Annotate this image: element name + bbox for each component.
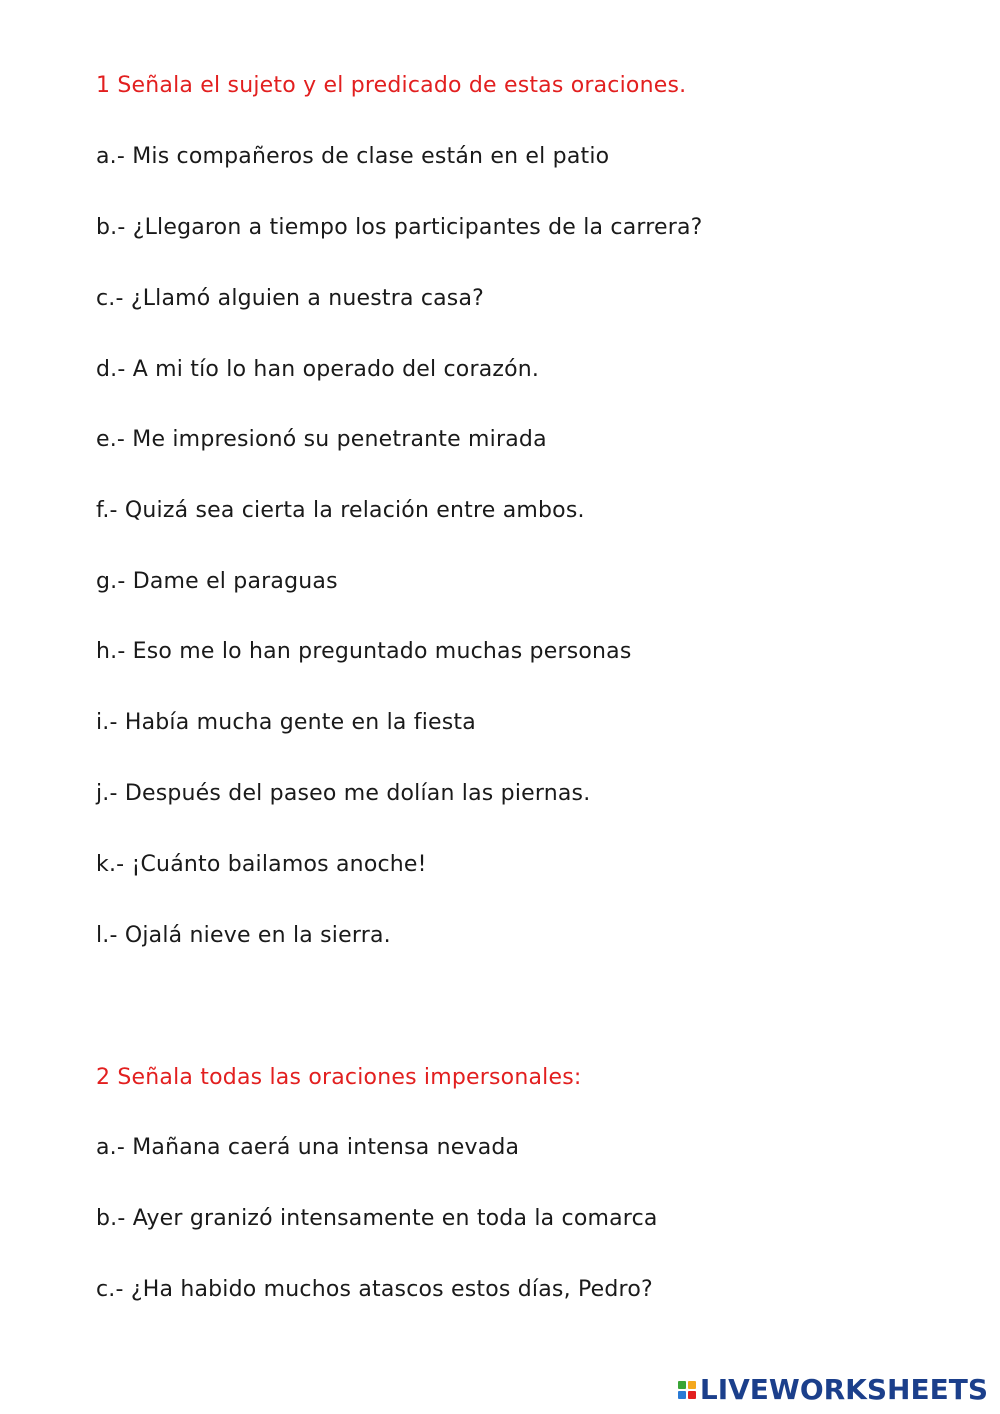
liveworksheets-logo bbox=[678, 1372, 988, 1408]
section1-item-l: l.- Ojalá nieve en la sierra. bbox=[96, 923, 391, 948]
section1-item-g: g.- Dame el paraguas bbox=[96, 569, 338, 594]
section1-item-a: a.- Mis compañeros de clase están en el patio bbox=[96, 144, 610, 169]
liveworksheets-logo-icon bbox=[678, 1381, 696, 1399]
section1-item-k: k.- ¡Cuánto bailamos anoche! bbox=[96, 852, 427, 877]
section1-item-e: e.- Me impresionó su penetrante mirada bbox=[96, 427, 547, 452]
section1-item-f: f.- Quizá sea cierta la relación entre ambos. bbox=[96, 498, 585, 523]
section2-item-b: b.- Ayer granizó intensamente en toda la comarca bbox=[96, 1206, 658, 1231]
section1-item-j: j.- Después del paseo me dolían las piernas. bbox=[96, 781, 591, 806]
section2-item-c: c.- ¿Ha habido muchos atascos estos días, Pedro? bbox=[96, 1277, 653, 1302]
section1-item-c: c.- ¿Llamó alguien a nuestra casa? bbox=[96, 286, 485, 311]
section1-item-b: b.- ¿Llegaron a tiempo los participantes de la carrera? bbox=[96, 215, 703, 240]
section2-heading: 2 Señala todas las oraciones impersonales: bbox=[96, 1065, 582, 1090]
liveworksheets-logo-text: LIVEWORKSHEETS bbox=[699, 1373, 988, 1406]
section1-item-i: i.- Había mucha gente en la fiesta bbox=[96, 710, 476, 735]
section1-heading: 1 Señala el sujeto y el predicado de estas oraciones. bbox=[96, 73, 687, 98]
section1-item-h: h.- Eso me lo han preguntado muchas personas bbox=[96, 639, 632, 664]
section2-item-a: a.- Mañana caerá una intensa nevada bbox=[96, 1135, 520, 1160]
section1-item-d: d.- A mi tío lo han operado del corazón. bbox=[96, 357, 540, 382]
